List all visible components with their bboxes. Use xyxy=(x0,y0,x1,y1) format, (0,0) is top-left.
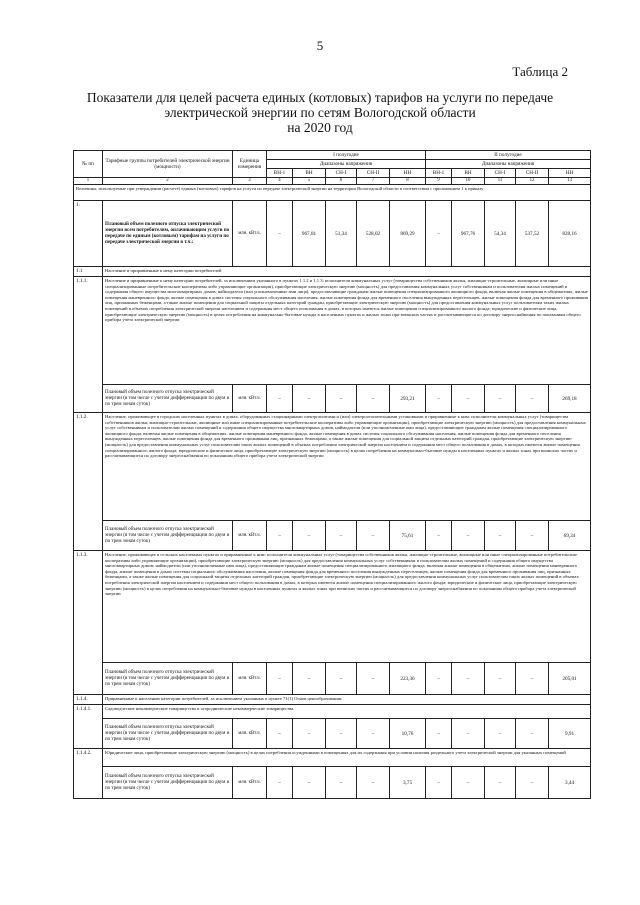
header-level: ВН-1 xyxy=(267,169,293,178)
column-number: 10 xyxy=(452,178,485,185)
header-ranges-1: Диапазоны напряжения xyxy=(267,160,426,169)
value-cell: – xyxy=(426,719,452,749)
header-level: ВН xyxy=(293,169,326,178)
header-num: № пп xyxy=(74,151,103,178)
header-group: Тарифные группы потребителей электрической энергии (мощности) xyxy=(103,151,233,178)
row-id: 1.1.3. xyxy=(74,551,103,695)
header-level: СН-I xyxy=(326,169,357,178)
value-cell: – xyxy=(426,201,452,267)
value-cell: – xyxy=(485,767,516,799)
value-cell: 69,34 xyxy=(549,521,591,551)
value-cell: 54,34 xyxy=(485,201,516,267)
row-unit: млн. кВт.ч. xyxy=(233,767,267,799)
page-number: 5 xyxy=(316,38,324,53)
value-cell: 223,36 xyxy=(390,663,426,695)
value-cell: 869,29 xyxy=(390,201,426,267)
value-cell: – xyxy=(426,385,452,413)
value-cell: – xyxy=(452,719,485,749)
title-line-3: на 2020 год xyxy=(287,120,353,135)
header-level: СН-II xyxy=(516,169,549,178)
value-cell: – xyxy=(485,521,516,551)
value-cell: 269,18 xyxy=(549,385,591,413)
table-row xyxy=(74,385,591,413)
value-cell: – xyxy=(357,663,390,695)
column-number: 4 xyxy=(267,178,293,185)
row-label: Плановый объем полезного отпуска электрической энергии (в том числе с учетом дифференциации по двум и по трем зонам суток) xyxy=(103,663,233,695)
value-cell: – xyxy=(452,385,485,413)
row-id: 1. xyxy=(74,201,103,267)
column-number: 13 xyxy=(549,178,591,185)
column-number: 2 xyxy=(103,178,233,185)
value-cell: – xyxy=(357,385,390,413)
value-cell: – xyxy=(426,767,452,799)
row-section-text: Население, проживающее в городских населенных пунктах в домах, оборудованных стационарными электроплитами и (или) электроотопительными установками и приравненные к ним: исполнители коммунальных услуг (товарищества собственников жилья, жилищно-строительные, жилищные или иные специализированные потребительские кооперативы либо управляющие организации), приобретающие электрическую энергию (мощность) для предоставления коммунальных услуг собственникам и пользователям жилых помещений и содержания общего имущества многоквартирных домов, наймодатели (или уполномоченные ими лица), предоставляющие гражданам жилые помещения специализированного жилищного фонда, включая жилые помещения в общежитиях, жилые помещения маневренного фонда, жилые помещения в домах системы социального обслуживания населения, жилые помещения фонда для временного поселения вынужденных переселенцев, жилые помещения фонда для временного проживания лиц, признанных беженцами, а также жилые помещения для социальной защиты отдельных категорий граждан, приобретающие электрическую энергию (мощность) для предоставления коммунальных услуг пользователям таких жилых помещений в объемах потребления электрической энергии населением и содержания мест общего пользования в домах, в которых имеются жилые помещения специализированного жилого фонда; юридические и физические лица, приобретающие электрическую энергию (мощность) в целях потребления на коммунально-бытовые нужды в населенных пунктах и жилых зонах при воинских частях и рассчитывающиеся по договору энергоснабжения по показаниям общего прибора учета электрической энергии xyxy=(103,413,591,521)
header-level: ВН-1 xyxy=(426,169,452,178)
table-row xyxy=(74,201,591,267)
value-cell: – xyxy=(326,521,357,551)
value-cell: – xyxy=(293,385,326,413)
column-number: 9 xyxy=(426,178,452,185)
row-id: 1.1.2. xyxy=(74,413,103,551)
value-cell: 537,52 xyxy=(516,201,549,267)
table-row xyxy=(74,767,591,799)
column-number: 5 xyxy=(293,178,326,185)
value-cell: – xyxy=(485,385,516,413)
value-cell: – xyxy=(267,719,293,749)
value-cell: 75,61 xyxy=(390,521,426,551)
value-cell: – xyxy=(516,719,549,749)
header-level: СН-II xyxy=(357,169,390,178)
header-unit: Единица измерения xyxy=(233,151,267,178)
value-cell: – xyxy=(357,521,390,551)
value-cell: – xyxy=(485,719,516,749)
header-level: НН xyxy=(390,169,426,178)
title-line-1: Показатели для целей расчета единых (котловых) тарифов на услуги по передаче xyxy=(86,90,554,105)
value-cell: – xyxy=(326,767,357,799)
document-title xyxy=(80,90,560,135)
header-level: СН-I xyxy=(485,169,516,178)
row-label: Плановый объем полезного отпуска электрической энергии (в том числе с учетом дифференциации по двум и по трем зонам суток) xyxy=(103,719,233,749)
column-number: 6 xyxy=(326,178,357,185)
value-cell: 820,16 xyxy=(549,201,591,267)
row-section-text: Население, проживающее в сельских населенных пунктах и приравненные к ним: исполнители коммунальных услуг (товарищества собственников жилья, жилищно-строительные, жилищные или иные специализированные потребительские кооперативы либо управляющие организации), приобретающие электрическую энергию (мощность) для предоставления коммунальных услуг собственникам и пользователям жилых помещений и содержания общего имущества многоквартирных домов; наймодатели (или уполномоченные ими лица), предоставляющие гражданам жилые помещения специализированного жилищного фонда, включая жилые помещения в общежитиях, жилые помещения маневренного фонда, жилые помещения в домах системы социального обслуживания населения, жилые помещения фонда для временного поселения вынужденных переселенцев, жилые помещения фонда для временного проживания лиц, признанных беженцами, а также жилые помещения для социальной защиты отдельных категорий граждан, приобретающие электрическую энергию (мощность) для предоставления коммунальных услуг пользователям таких жилых помещений в объемах потребления электрической энергии населением и содержания мест общего пользования в домах, в которых имеются жилые помещения специализированного жилого фонда; юридические и физические лица, приобретающие электрическую энергию (мощность) в целях потребления на коммунально-бытовые нужды в населенных пунктах и жилых зонах при воинских частях и рассчитывающиеся по договору энергоснабжения по показаниям общего прибора учета электрической энергии xyxy=(103,551,591,663)
column-number: 1 xyxy=(74,178,103,185)
header-level: ВН xyxy=(452,169,485,178)
row-label: Плановый объем полезного отпуска электрической энергии (в том числе с учетом дифференциации по двум и по трем зонам суток) xyxy=(103,385,233,413)
table-row xyxy=(74,521,591,551)
value-cell: – xyxy=(293,521,326,551)
row-label: Плановый объем полезного отпуска электрической энергии (в том числе с учетом дифференциации по двум и по трем зонам суток) xyxy=(103,521,233,551)
value-cell: – xyxy=(267,385,293,413)
value-cell: – xyxy=(452,767,485,799)
value-cell: 528,02 xyxy=(357,201,390,267)
value-cell: – xyxy=(267,521,293,551)
header-level: НН xyxy=(549,169,591,178)
row-section-text: Приравненные к населению категории потребителей, за исключением указанных в пункте 71(1) Основ ценообразования: xyxy=(103,695,591,705)
tariff-table xyxy=(73,150,591,799)
title-line-2: электрической энергии по сетям Вологодской области xyxy=(164,105,476,120)
row-id: 1.1.4.1. xyxy=(74,705,103,749)
value-cell: – xyxy=(267,663,293,695)
value-cell: – xyxy=(516,385,549,413)
value-cell: – xyxy=(326,719,357,749)
value-cell: 51,34 xyxy=(326,201,357,267)
row-unit: млн. кВт.ч. xyxy=(233,385,267,413)
value-cell: – xyxy=(293,663,326,695)
value-cell: – xyxy=(293,719,326,749)
value-cell: 967,81 xyxy=(293,201,326,267)
intro-row: Величины, используемые при утверждении (расчете) единых (котловых) тарифов на услуги по передаче электрической энергии на территории Вологодской области в соответствии с приложением 1 к приказу xyxy=(74,185,591,201)
row-section-text: Население и приравненные к нему категории потребителей xyxy=(103,267,591,277)
value-cell: – xyxy=(326,385,357,413)
value-cell: – xyxy=(516,521,549,551)
value-cell: 9,91 xyxy=(549,719,591,749)
row-section-text: Население и приравненные к нему категории потребителей, за исключением указанного в пунктах 1.1.2 и 1.1.3: исполнители коммунальных услуг (товарищества собственников жилья, жилищно-строительные, жилищные или иные специализированные потребительские кооперативы либо управляющие организации), приобретающие электрическую энергию (мощность) для предоставления коммунальных услуг собственникам и пользователям жилых помещений и содержания общего имущества многоквартирных домов; наймодатели (или уполномоченные ими лица), предоставляющие гражданам жилые помещения специализированного жилищного фонда, включая жилые помещения в общежитиях, жилые помещения маневренного фонда, жилые помещения в домах системы социального обслуживания населения, жилые помещения фонда для временного поселения вынужденных переселенцев, жилые помещения фонда для временного проживания лиц, признанных беженцами, а также жилые помещения для социальной защиты отдельных категорий граждан, приобретающие электрическую энергию (мощность) для предоставления коммунальных услуг пользователям таких жилых помещений в объемах потребления электрической энергии населением и содержания мест общего пользования в домах, в которых имеются жилые помещения специализированного жилого фонда; юридические и физические лица, приобретающие электрическую энергию (мощность) в целях потребления на коммунально-бытовые нужды в населенных пунктах и жилых зонах при воинских частях и рассчитывающиеся по договору энергоснабжения по показаниям общего прибора учета электрической энергии xyxy=(103,277,591,385)
header-ranges-2: Диапазоны напряжения xyxy=(426,160,591,169)
table-row xyxy=(74,719,591,749)
value-cell: 3,75 xyxy=(390,767,426,799)
value-cell: – xyxy=(426,663,452,695)
row-label: Плановый объем полезного отпуска электрической энергии всем потребителям, оплачивающим услуги по передаче по единым (котловым) тарифам на услуги по передаче электрической энергии в т.ч.: xyxy=(103,201,233,267)
value-cell: 293,21 xyxy=(390,385,426,413)
row-section-text: Садоводческие некоммерческие товарищества и огороднические некоммерческие товарищества. xyxy=(103,705,591,719)
row-label: Плановый объем полезного отпуска электрической энергии (в том числе с учетом дифференциации по двум и по трем зонам суток) xyxy=(103,767,233,799)
row-unit: млн. кВт.ч. xyxy=(233,521,267,551)
value-cell: 205,01 xyxy=(549,663,591,695)
value-cell: – xyxy=(426,521,452,551)
row-unit: млн. кВт.ч. xyxy=(233,663,267,695)
header-half-1: I полугодие xyxy=(267,151,426,160)
value-cell: – xyxy=(293,767,326,799)
value-cell: – xyxy=(452,521,485,551)
value-cell: – xyxy=(357,767,390,799)
row-unit: млн. кВт.ч. xyxy=(233,201,267,267)
value-cell: 10,76 xyxy=(390,719,426,749)
row-unit: млн. кВт.ч. xyxy=(233,719,267,749)
value-cell: – xyxy=(452,663,485,695)
table-row xyxy=(74,663,591,695)
row-id: 1.1.4. xyxy=(74,695,103,705)
value-cell: 3,44 xyxy=(549,767,591,799)
column-number: 11 xyxy=(485,178,516,185)
column-number: 12 xyxy=(516,178,549,185)
value-cell: – xyxy=(516,663,549,695)
value-cell: – xyxy=(485,663,516,695)
row-section-text: Юридические лица, приобретающие электрическую энергию (мощность) в целях потребления осужденными в помещениях для их содержания при условии наличия раздельного учета электрической энергии для указанных помещений xyxy=(103,749,591,767)
value-cell: – xyxy=(267,201,293,267)
header-half-2: II полугодие xyxy=(426,151,591,160)
row-id: 1.1 xyxy=(74,267,103,277)
value-cell: – xyxy=(267,767,293,799)
value-cell: – xyxy=(357,719,390,749)
value-cell: – xyxy=(516,767,549,799)
column-number: 3 xyxy=(233,178,267,185)
row-id: 1.1.1. xyxy=(74,277,103,413)
value-cell: 967,76 xyxy=(452,201,485,267)
value-cell: – xyxy=(326,663,357,695)
column-number: 8 xyxy=(390,178,426,185)
column-number: 7 xyxy=(357,178,390,185)
table-label: Таблица 2 xyxy=(512,64,568,79)
row-id: 1.1.4.2. xyxy=(74,749,103,799)
